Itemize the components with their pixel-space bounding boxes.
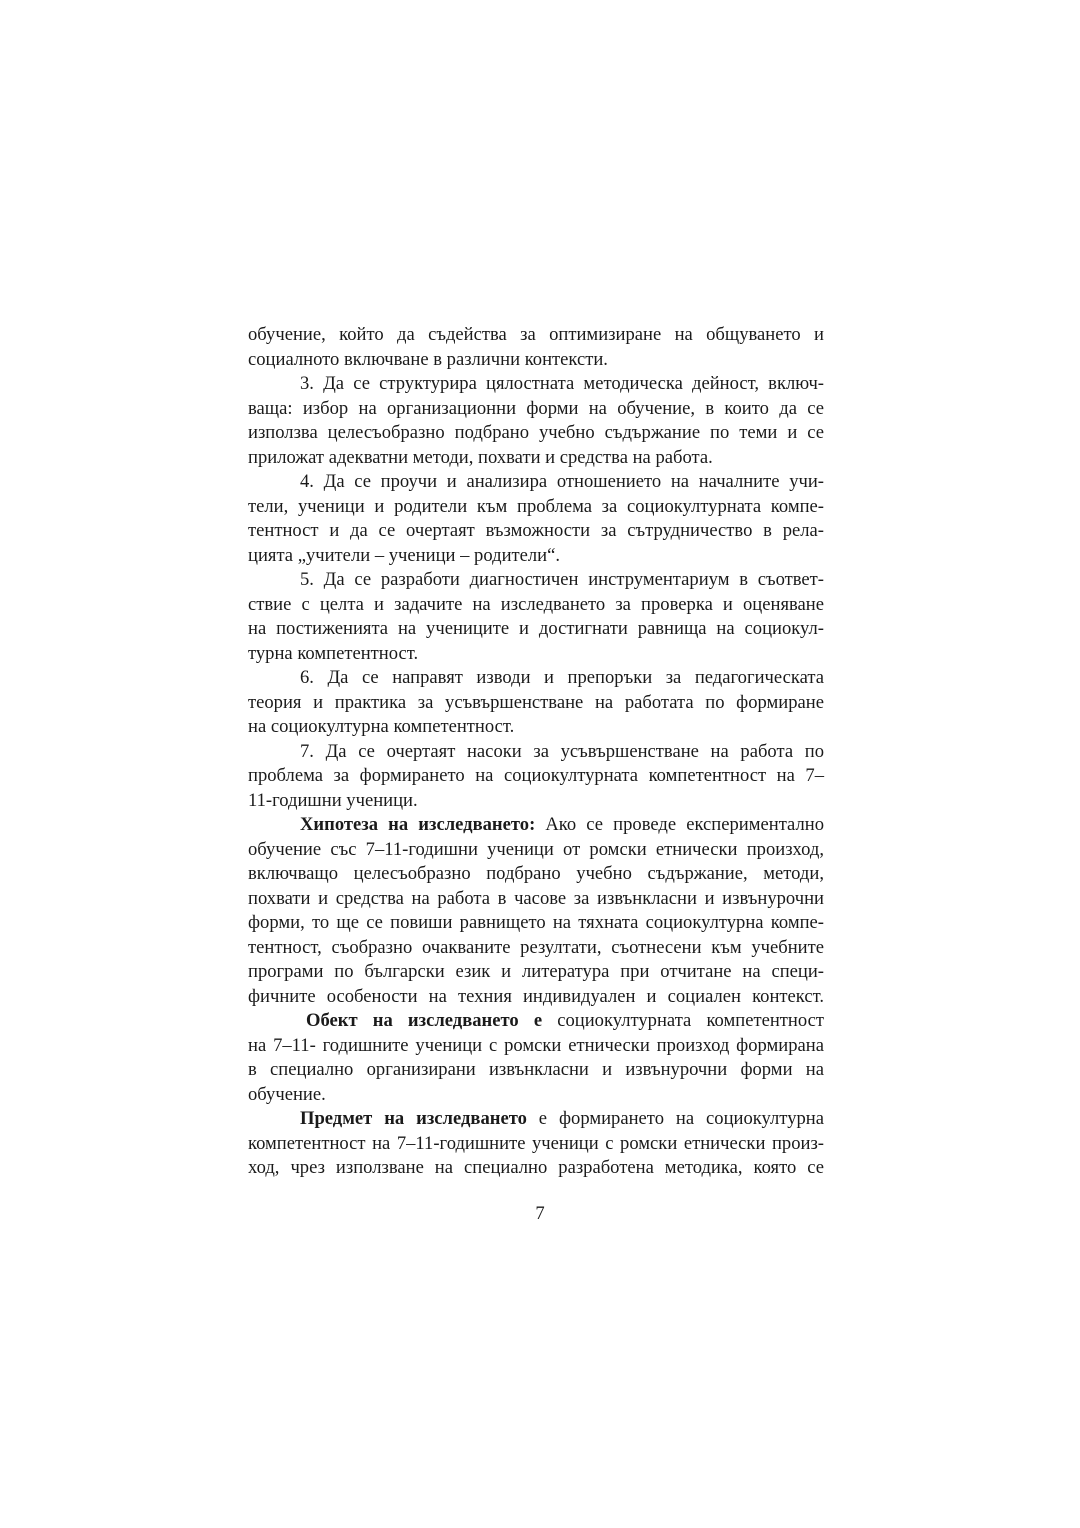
line-text: похвати и средства на работа в часове за извънкласни и извънурочни xyxy=(248,887,824,909)
line-text: програми по български език и литература при отчитане на специ- xyxy=(248,961,824,982)
line-text: тентност, съобразно очакваните резултати, съотнесени към учебните xyxy=(248,936,824,958)
text-line xyxy=(248,568,824,593)
line-text: Ако се проведе експериментално xyxy=(535,814,824,835)
line-text: 11-годишни ученици. xyxy=(248,789,418,811)
text-line xyxy=(248,887,824,912)
line-text: социалното включване в различни контексти. xyxy=(248,348,608,370)
bold-heading: Обект на изследването е xyxy=(306,1010,543,1031)
line-text: 3. Да се структурира цялостната методическа дейност, включ- xyxy=(300,373,824,394)
text-line xyxy=(248,1009,824,1034)
text-line xyxy=(248,1107,824,1132)
line-text: на 7–11- годишните ученици с ромски етнически произход формирана xyxy=(248,1034,824,1056)
text-line xyxy=(248,715,824,740)
text-line xyxy=(248,544,824,569)
line-text: теория и практика за усъвършенстване на работата по формиране xyxy=(248,691,824,713)
line-text: 6. Да се направят изводи и препоръки за педагогическата xyxy=(300,667,824,688)
line-text: 5. Да се разработи диагностичен инструментариум в съответ- xyxy=(300,569,824,590)
line-text: обучение със 7–11-годишни ученици от ромски етнически произход, xyxy=(248,838,824,860)
line-text: на социокултурна компетентност. xyxy=(248,716,515,737)
text-line xyxy=(248,1132,824,1157)
text-line xyxy=(248,1034,824,1059)
text-line xyxy=(248,1083,824,1108)
text-line xyxy=(248,397,824,422)
line-text: тели, ученици и родители към проблема за социокултурната компе- xyxy=(248,495,824,517)
line-text: тентност и да се очертаят възможности за сътрудничество в рела- xyxy=(248,520,824,541)
text-line xyxy=(248,691,824,716)
text-line xyxy=(248,519,824,544)
body-text xyxy=(248,323,824,1181)
text-line xyxy=(248,593,824,618)
line-text: обучение. xyxy=(248,1083,326,1105)
text-line xyxy=(248,495,824,520)
text-line xyxy=(248,838,824,863)
text-line xyxy=(248,813,824,838)
line-text: 7. Да се очертаят насоки за усъвършенстване на работа по xyxy=(300,740,824,762)
bold-heading: Предмет на изследването xyxy=(300,1108,527,1129)
text-line xyxy=(248,642,824,667)
line-text: 4. Да се проучи и анализира отношението на началните учи- xyxy=(300,471,824,492)
line-text: включващо целесъобразно подбрано учебно съдържание, методи, xyxy=(248,863,824,884)
page-number: 7 xyxy=(535,1203,545,1224)
line-text: компетентност на 7–11-годишните ученици с ромски етнически произ- xyxy=(248,1132,824,1154)
line-text: турна компетентност. xyxy=(248,642,419,664)
text-line xyxy=(248,348,824,373)
text-line xyxy=(248,789,824,814)
text-line xyxy=(248,960,824,985)
text-line xyxy=(248,985,824,1010)
text-line xyxy=(248,617,824,642)
text-line xyxy=(248,421,824,446)
line-text: обучение, който да съдейства за оптимизиране на общуването и xyxy=(248,324,824,345)
text-line xyxy=(248,470,824,495)
line-text: проблема за формирането на социокултурната компетентност на 7– xyxy=(248,765,824,786)
line-text: ствие с целта и задачите на изследването за проверка и оценяване xyxy=(248,593,824,615)
line-text: приложат адекватни методи, похвати и средства на работа. xyxy=(248,446,713,468)
text-line xyxy=(248,764,824,789)
line-text: използва целесъобразно подбрано учебно съдържание по теми и се xyxy=(248,422,824,443)
text-line xyxy=(248,740,824,765)
text-line xyxy=(248,1156,824,1181)
line-text: социокултурната компетентност xyxy=(542,1010,824,1031)
line-text: цията „учители – ученици – родители“. xyxy=(248,544,561,566)
text-line xyxy=(248,372,824,397)
bold-heading: Хипотеза на изследването: xyxy=(300,814,536,835)
text-line xyxy=(248,862,824,887)
text-line xyxy=(248,936,824,961)
text-line xyxy=(248,446,824,471)
text-line xyxy=(248,666,824,691)
text-line xyxy=(248,1058,824,1083)
text-line xyxy=(248,911,824,936)
text-line xyxy=(248,323,824,348)
line-text: ход, чрез използване на специално разработена методика, която се xyxy=(248,1157,824,1178)
line-text: е формирането на социокултурна xyxy=(526,1108,824,1129)
line-text: на постиженията на учениците и достигнати равнища на социокул- xyxy=(248,618,824,639)
line-text: ваща: избор на организационни форми на обучение, в които да се xyxy=(248,397,824,419)
line-text: фичните особености на техния индивидуален и социален контекст. xyxy=(248,985,824,1007)
line-text: форми, то ще се повиши равнището на тяхната социокултурна компе- xyxy=(248,912,824,933)
line-text: в специално организирани извънкласни и извънурочни форми на xyxy=(248,1059,824,1080)
